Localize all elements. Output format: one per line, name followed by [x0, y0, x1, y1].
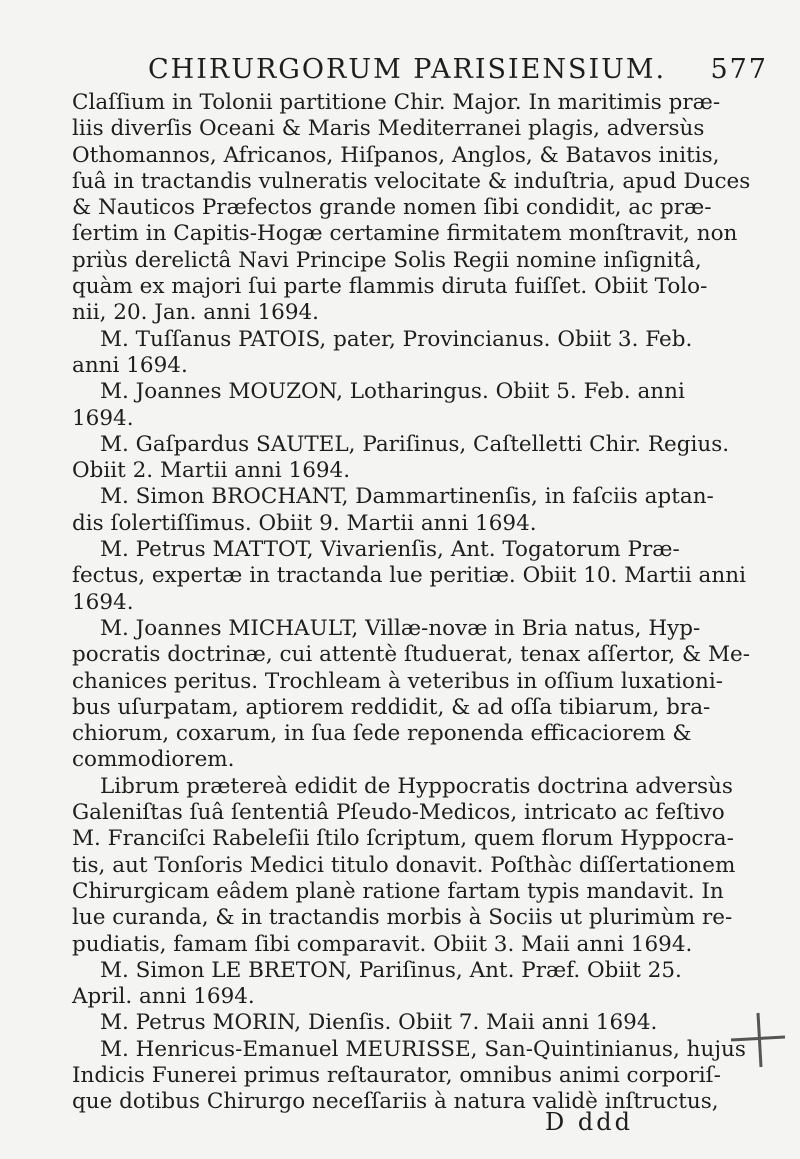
text-line: quàm ex majori ſui parte flammis diruta fuiſſet. Obiit Tolo-	[72, 274, 708, 300]
text-line: liis diverſis Oceani & Maris Mediterranei plagis, adversùs	[72, 116, 705, 142]
text-line: M. Joannes MOUZON, Lotharingus. Obiit 5. Feb. anni	[100, 379, 685, 405]
text-line: M. Tuſſanus PATOIS, pater, Provincianus. Obiit 3. Feb.	[100, 326, 693, 352]
text-line: M. Simon BROCHANT, Dammartinenſis, in faſciis aptan-	[100, 484, 714, 510]
text-line: fectus, expertæ in tractanda lue peritiæ. Obiit 10. Martii anni	[72, 563, 746, 589]
text-line: chanices peritus. Trochleam à veteribus in oſſium luxationi-	[72, 668, 723, 694]
running-header	[148, 54, 768, 85]
text-line: Indicis Funerei primus reſtaurator, omnibus animi corporiſ-	[72, 1062, 721, 1088]
text-line: commodiorem.	[72, 747, 235, 773]
text-line: dis ſolertiſſimus. Obiit 9. Martii anni 1694.	[72, 510, 537, 536]
text-line: lue curanda, & in tractandis morbis à Sociis ut plurimùm re-	[72, 905, 733, 931]
text-line: M. Henricus-Emanuel MEURISSE, San-Quintinianus, hujus	[100, 1036, 746, 1062]
text-line: M. Simon LE BRETON, Pariſinus, Ant. Præf. Obiit 25.	[100, 957, 682, 983]
text-line: M. Gaſpardus SAUTEL, Pariſinus, Caſtelletti Chir. Regius.	[100, 431, 730, 457]
text-line: Chirurgicam eâdem planè ratione fartam typis mandavit. In	[72, 878, 724, 904]
text-line: ſertim in Capitis-Hogæ certamine firmitatem monſtravit, non	[72, 221, 738, 247]
text-line: April. anni 1694.	[72, 984, 255, 1010]
text-line: priùs derelictâ Navi Principe Solis Regii nomine inſignitâ,	[72, 247, 702, 273]
text-line: 1694.	[72, 405, 134, 431]
text-line: tis, aut Tonſoris Medici titulo donavit. Poſthàc diſſertationem	[72, 852, 736, 878]
text-line: M. Franciſci Rabeleſii ſtilo ſcriptum, quem florum Hyppocra-	[72, 826, 734, 852]
text-line: nii, 20. Jan. anni 1694.	[72, 300, 320, 326]
text-line: Claſſium in Tolonii partitione Chir. Major. In maritimis præ-	[72, 90, 721, 115]
text-line: Othomannos, Africanos, Hiſpanos, Anglos, & Batavos initis,	[72, 142, 720, 168]
text-line: anni 1694.	[72, 352, 188, 378]
signature-mark: D ddd	[545, 1108, 633, 1136]
text-line: Obiit 2. Martii anni 1694.	[72, 458, 351, 484]
page-number: 577	[710, 54, 768, 85]
text-line: ſuâ in tractandis vulneratis velocitate & induſtria, apud Duces	[72, 168, 751, 194]
text-line: Librum prætereà edidit de Hyppocratis doctrina adversùs	[100, 773, 733, 799]
text-line: pocratis doctrinæ, cui attentè ſtuduerat, tenax aſſertor, & Me-	[72, 642, 751, 668]
text-line: bus uſurpatam, aptiorem reddidit, & ad oſſa tibiarum, bra-	[72, 694, 711, 720]
text-line: Galeniſtas ſuâ ſententiâ Pſeudo-Medicos, intricato ac feſtivo	[72, 800, 725, 826]
text-line: 1694.	[72, 589, 134, 615]
text-line: pudiatis, famam ſibi comparavit. Obiit 3. Maii anni 1694.	[72, 931, 693, 957]
cross-mark-icon	[728, 1010, 788, 1070]
running-title: CHIRURGORUM PARISIENSIUM.	[148, 54, 667, 85]
text-line: & Nauticos Præfectos grande nomen ſibi condidit, ac præ-	[72, 195, 712, 221]
text-line: M. Petrus MORIN, Dienſis. Obiit 7. Maii anni 1694.	[100, 1010, 658, 1036]
text-line: chiorum, coxarum, in ſua ſede reponenda efficaciorem &	[72, 721, 692, 747]
body-text	[72, 90, 751, 1116]
text-line: M. Petrus MATTOT, Vivarienſis, Ant. Togatorum Præ-	[100, 537, 680, 563]
text-line: M. Joannes MICHAULT, Villæ-novæ in Bria natus, Hyp-	[100, 615, 701, 641]
text-line: que dotibus Chirurgo neceſſariis à natura validè inſtructus,	[72, 1089, 719, 1115]
